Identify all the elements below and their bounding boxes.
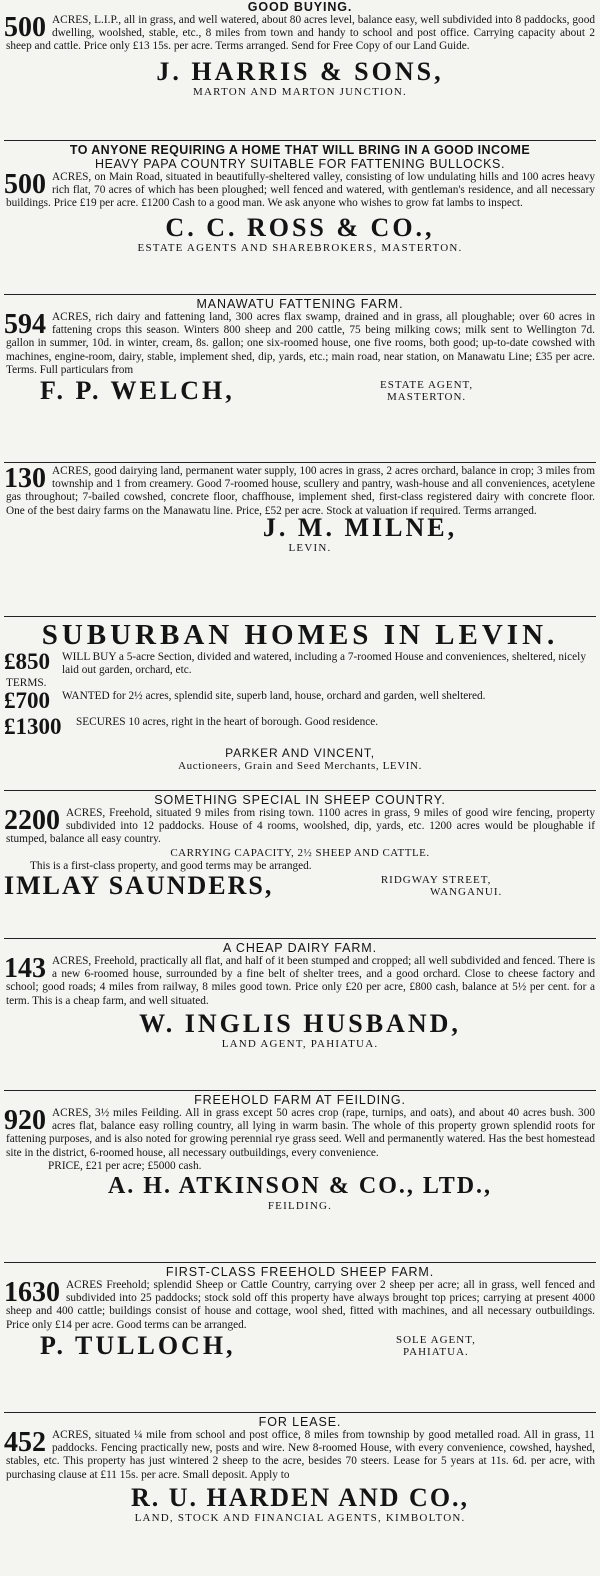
divider [4,140,596,141]
agent-town: WANGANUI. [430,886,503,899]
ad-cheap-dairy [0,941,600,1088]
price-description: WANTED for 2½ acres, splendid site, superb land, house, orchard and garden, well sheltered. [62,689,486,702]
ad-heading: TO ANYONE REQUIRING A HOME THAT WILL BRING IN A GOOD INCOME [69,143,531,157]
divider [4,1090,596,1091]
price-row [0,713,600,746]
ad-body: ACRES Freehold; splendid Sheep or Cattle Country, carrying over 2 sheep per acre; all in grass, well fenced and subdivided into 25 paddocks; stock sold off this property have always brought top prices; carrying at present 4000 sheep and 400 cattle; buildings consist of house and cottage, wool shed, fitted with machines, and all necessary outbuildings. Price only £14 per acre. Good terms can be arranged. [6,1279,595,1331]
agent-name: PARKER AND VINCENT, [225,745,375,760]
ad-sheep-country [0,793,600,937]
agent-name: P. TULLOCH, [40,1330,236,1360]
ad-heading: FIRST-CLASS FREEHOLD SHEEP FARM. [165,1265,435,1279]
ad-manawatu-farm [0,297,600,461]
ad-body: ACRES, L.I.P., all in grass, and well watered, about 80 acres level, balance easy, well subdivided into 8 paddocks, good dwelling, woolshed, stable, etc., 8 miles from town and handy to school and post office. Carrying capacity about 2 sheep and cattle. Price only £13 15s. per acre. Terms arranged. Send for Free Copy of our Land Guide. [6,14,595,53]
divider [4,616,596,617]
divider [4,1412,596,1413]
agent-address: LAND, STOCK AND FINANCIAL AGENTS, KIMBOLTON. [134,1511,466,1524]
agent-name: J. M. MILNE, [262,512,458,542]
agent-town: MASTERTON. [387,391,467,404]
agent-row [0,872,600,902]
agent-name: W. INGLIS HUSBAND, [139,1008,461,1038]
ad-feilding-farm [0,1093,600,1261]
ad-heading: FREEHOLD FARM AT FEILDING. [194,1093,406,1107]
acreage-number: 143 [4,953,46,984]
divider [4,938,596,939]
ad-for-lease [0,1415,600,1576]
divider [4,294,596,295]
acreage-number: 452 [4,1427,46,1458]
price-line: PRICE, £21 per acre; £5000 cash. [48,1159,202,1172]
agent-name: R. U. HARDEN AND CO., [130,1482,470,1512]
agent-name: J. HARRIS & SONS, [156,56,444,86]
acreage-number: 920 [4,1105,46,1136]
ad-body: ACRES, good dairying land, permanent water supply, 100 acres in grass, 2 acres orchard, balance in crop; 3 miles from township and 1 from creamery. Good 7-roomed house, scullery and pantry, wash-house and all conveniences, acetylene gas throughout; 7-bailed cowshed, concrete floor, chaffhouse, implement shed, first-class registered dairy with concrete floor. One of the best dairy farms on the Manawatu line. Price, £52 per acre. Stock at valuation if required. Terms arranged. [6,465,595,517]
divider [4,790,596,791]
acreage-number: 130 [4,465,46,494]
divider [4,1262,596,1263]
agent-address: MARTON AND MARTON JUNCTION. [192,85,408,98]
carrying-capacity: CARRYING CAPACITY, 2½ SHEEP AND CATTLE. [170,846,430,859]
acreage-number: 1630 [4,1277,60,1308]
agent-title [396,1334,476,1358]
price-figure: £1300 [4,713,62,739]
agent-address: LAND AGENT, PAHIATUA. [221,1037,379,1050]
acreage-number: 500 [4,169,46,200]
agent-name: A. H. ATKINSON & CO., LTD., [107,1173,493,1200]
acreage-number: 2200 [4,805,60,836]
agent-title [370,874,502,898]
price-row [0,687,600,716]
ad-heading: GOOD BUYING. [247,0,353,14]
agent-name: F. P. WELCH, [40,376,235,406]
ad-body: ACRES, 3½ miles Feilding. All in grass except 50 acres crop (rape, turnips, and oats), and about 40 acres bush. 300 acres flat, balance easy rolling country, all lying in warm basin. The whole of this property grown splendid roots for fattening purposes, and is also noted for growing perennial rye grass seed. Well and permanently watered. Has the best homestead site in the district, 6-roomed house, all necessary outbuildings, every convenience. [6,1107,595,1159]
acreage-number: 500 [4,12,46,43]
ad-good-buying [0,0,600,140]
ad-heading: FOR LEASE. [258,1415,342,1429]
ad-heading: MANAWATU FATTENING FARM. [196,297,404,311]
agent-row [0,1332,600,1362]
ad-heading: A CHEAP DAIRY FARM. [223,941,377,955]
agent-address: LEVIN. [288,541,332,554]
price-figure: £850 [4,649,50,674]
ad-suburban-homes [0,619,600,789]
price-row [0,651,600,691]
agent-name: C. C. ROSS & CO., [165,212,435,242]
agent-name: IMLAY SAUNDERS, [4,871,274,901]
ad-sheep-farm [0,1265,600,1411]
agent-address: ESTATE AGENTS AND SHAREBROKERS, MASTERTON. [137,241,463,254]
ad-papa-country [0,143,600,293]
agent-street: RIDGWAY STREET, [380,874,492,887]
price-description: SECURES 10 acres, right in the heart of borough. Good residence. [76,715,379,728]
ad-milne-dairy [0,465,600,615]
ad-title: SUBURBAN HOMES IN LEVIN. [41,619,559,651]
acreage-number: 594 [4,309,46,340]
ad-body: ACRES, situated ¼ mile from school and post office, 8 miles from township by good metalled road. All in grass, 11 paddocks. Fencing practically new, posts and wire. New 8-roomed House, with every convenience, cowshed, hayshed, stables, etc. This property has just wintered 2 sheep to the acre, besides 70 steers. Lease for 5 years at 11s. 6d. per acre, with purchasing clause at £11 15s. per acre. Small deposit. Apply to [6,1429,595,1481]
divider [4,462,596,463]
agent-title-line: ESTATE AGENT, [380,379,474,392]
agent-address: FEILDING. [267,1200,333,1213]
ad-subheading: HEAVY PAPA COUNTRY SUITABLE FOR FATTENING BULLOCKS. [94,157,506,171]
agent-address: Auctioneers, Grain and Seed Merchants, LEVIN. [178,759,422,772]
agent-title [380,379,473,403]
ad-body: ACRES, rich dairy and fattening land, 300 acres flax swamp, drained and in grass, all ploughable; over 60 acres in fattening crops this season. Winters 800 sheep and 200 cattle, 75 being milking cows; milk sent to Wellington 7d. gallon in summer, 10d. in winter, cream, 8s. gallon; one six-roomed house, one five rooms, both good; up-to-date cowshed with machines, engine-room, dairy, stable, implement shed, dip, yards, etc.; main road, near station, on Manawatu Line; £35 per acre. Terms. Full particulars from [6,311,595,376]
ad-body: ACRES, on Main Road, situated in beautifully-sheltered valley, consisting of low undulating hills and 100 acres heavy rich flat, 70 acres of which has been ploughed; well fenced and watered, with gentleman's residence, and all necessary buildings. Price £19 per acre. £1200 Cash to a good man. We ask anyone who wishes to grow fat lambs to inspect. [6,171,595,210]
agent-title-line: SOLE AGENT, [396,1333,476,1346]
agent-row [0,377,600,407]
ad-note: This is a first-class property, and good terms may be arranged. [30,859,312,872]
ad-heading: SOMETHING SPECIAL IN SHEEP COUNTRY. [154,793,446,807]
ad-body: ACRES, Freehold, situated 9 miles from rising town. 1100 acres in grass, 9 miles of good wire fencing, property subdivided into 12 paddocks. House of 4 rooms, woolshed, dip, yards, etc. 1200 acres would be ploughable if stumped, balance all easy country. [6,807,595,846]
terms-note: TERMS. [6,677,47,689]
price-description: WILL BUY a 5-acre Section, divided and watered, including a 7-roomed House and conveniences, sheltered, nicely laid out garden, orchard, etc. [62,651,586,676]
price-figure: £700 [4,687,50,713]
ad-body: ACRES, Freehold, practically all flat, and half of it been stumped and cropped; all well subdivided and fenced. There is a new 6-roomed house, surrounded by a fine belt of shelter trees, and a good orchard. Close to cheese factory and school; good roads; 4 miles from railway, 8 miles good town. Price only £20 per acre, £800 cash, balance at 5½ per cent. for a term. This is a cheap farm, and well situated. [6,955,595,1007]
agent-town: PAHIATUA. [403,1345,469,1358]
